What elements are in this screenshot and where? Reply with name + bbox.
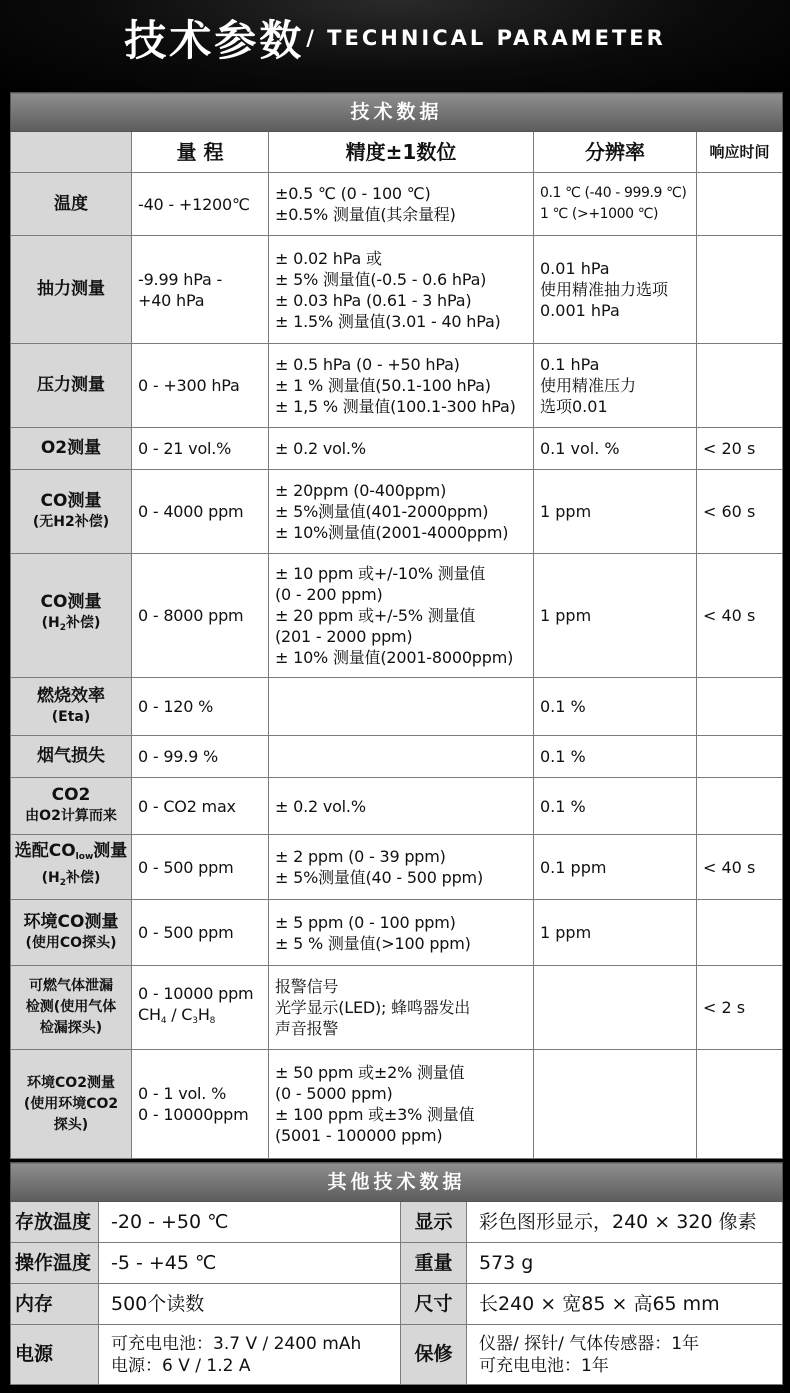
resolution-cell	[534, 344, 697, 428]
table-row	[11, 900, 783, 966]
range-cell	[132, 678, 269, 736]
other-row-value	[467, 1325, 783, 1385]
row-label-line: 探头)	[53, 1116, 89, 1133]
other-row-label: 显示	[401, 1202, 467, 1243]
row-label	[11, 835, 132, 900]
range-cell	[132, 428, 269, 470]
resolution-line: 0.001 hPa	[540, 301, 620, 320]
row-label-line: O2测量	[40, 438, 102, 458]
range-cell	[132, 236, 269, 344]
resolution-line: 选项0.01	[540, 397, 608, 416]
page-title	[0, 8, 790, 68]
resolution-cell	[534, 778, 697, 835]
row-label	[11, 428, 132, 470]
row-label-line: (使用CO探头)	[25, 934, 117, 951]
range-line: -9.99 hPa -	[138, 269, 223, 289]
row-label-line: 检测(使用气体	[25, 999, 117, 1015]
accuracy-line: 声音报警	[275, 1019, 339, 1038]
other-value-line: 573 g	[479, 1251, 534, 1274]
other-row-value	[467, 1243, 783, 1284]
table-row	[11, 344, 783, 428]
accuracy-cell	[269, 678, 534, 736]
other-value-line: -5 - +45 ℃	[111, 1251, 217, 1274]
range-line: 0 - 500 ppm	[138, 923, 234, 942]
other-row-label: 尺寸	[401, 1284, 467, 1325]
resolution-line: 1 ppm	[540, 923, 592, 942]
other-row-value	[467, 1202, 783, 1243]
row-label-line: CO测量	[40, 592, 102, 612]
accuracy-line: ± 10 ppm 或+/-10% 测量值	[275, 564, 486, 583]
accuracy-cell	[269, 778, 534, 835]
range-line: 0 - CO2 max	[138, 796, 236, 816]
range-cell	[132, 835, 269, 900]
resolution-cell	[534, 428, 697, 470]
accuracy-line: ± 20 ppm 或+/-5% 测量值	[275, 606, 476, 625]
table-row	[11, 778, 783, 835]
column-header-response-time: 响应时间	[697, 132, 783, 173]
resolution-line: 使用精准压力	[540, 376, 637, 395]
accuracy-line: ± 100 ppm 或±3% 测量值	[275, 1105, 475, 1124]
page-title-en: / TECHNICAL PARAMETER	[306, 26, 666, 50]
other-value-line: -20 - +50 ℃	[111, 1210, 229, 1233]
range-line: 0 - 500 ppm	[138, 857, 234, 877]
corner-cell	[11, 132, 132, 173]
resolution-line: 0.1 vol. %	[540, 439, 620, 458]
accuracy-line: ± 0.5 hPa (0 - +50 hPa)	[275, 355, 460, 374]
other-data-section-title: 其他技术数据	[11, 1163, 783, 1202]
table-row	[11, 1325, 783, 1385]
accuracy-line: 报警信号	[275, 977, 339, 996]
other-row-label: 重量	[401, 1243, 467, 1284]
page-title-cn: 技术参数	[124, 16, 305, 65]
accuracy-line: ± 50 ppm 或±2% 测量值	[275, 1063, 465, 1082]
response-time-cell	[697, 1050, 783, 1159]
range-cell	[132, 554, 269, 678]
range-cell	[132, 173, 269, 236]
table-row	[11, 1050, 783, 1159]
accuracy-cell	[269, 428, 534, 470]
table-row	[11, 173, 783, 236]
accuracy-line: ± 1 % 测量值(50.1-100 hPa)	[275, 376, 491, 395]
resolution-line: 0.1 hPa	[540, 355, 600, 374]
row-label-line: 燃烧效率	[37, 685, 105, 706]
accuracy-line: ± 2 ppm (0 - 39 ppm)	[275, 847, 446, 866]
accuracy-cell	[269, 900, 534, 966]
accuracy-line: 光学显示(LED); 蜂鸣器发出	[275, 998, 471, 1017]
row-label-line: 环境CO测量	[23, 911, 119, 932]
accuracy-line: ±0.5 ℃ (0 - 100 ℃)	[275, 184, 431, 203]
other-value-line: 仪器/ 探针/ 气体传感器：1年	[479, 1333, 700, 1354]
response-time-cell	[697, 236, 783, 344]
range-line: -40 - +1200℃	[138, 194, 250, 214]
table-row	[11, 835, 783, 900]
resolution-cell	[534, 470, 697, 554]
other-row-label: 内存	[11, 1284, 99, 1325]
other-value-line: 电源：6 V / 1.2 A	[111, 1355, 251, 1376]
accuracy-line: ± 5 ppm (0 - 100 ppm)	[275, 912, 456, 932]
column-header-resolution: 分辨率	[534, 132, 697, 173]
other-row-label: 存放温度	[11, 1202, 99, 1243]
range-cell	[132, 736, 269, 778]
other-row-label: 操作温度	[11, 1243, 99, 1284]
range-line: +40 hPa	[138, 290, 205, 310]
other-row-value	[99, 1202, 401, 1243]
other-data-table	[10, 1162, 783, 1385]
table-row	[11, 1284, 783, 1325]
resolution-cell	[534, 835, 697, 900]
response-time-cell	[697, 678, 783, 736]
row-label-line: 温度	[54, 193, 88, 214]
accuracy-line: ± 0.03 hPa (0.61 - 3 hPa)	[275, 290, 472, 310]
resolution-cell	[534, 900, 697, 966]
column-header-accuracy: 精度±1数位	[269, 132, 534, 173]
table-row	[11, 966, 783, 1050]
accuracy-cell	[269, 1050, 534, 1159]
table-row	[11, 736, 783, 778]
range-cell	[132, 778, 269, 835]
response-time-cell: < 2 s	[697, 966, 783, 1050]
resolution-line: 使用精准抽力选项	[540, 280, 669, 299]
response-time-cell	[697, 778, 783, 835]
row-label-line: 检漏探头)	[39, 1020, 103, 1036]
range-line: 0 - 4000 ppm	[138, 502, 244, 521]
resolution-cell	[534, 678, 697, 736]
row-label-line: (使用环境CO2	[23, 1095, 119, 1112]
resolution-cell	[534, 236, 697, 344]
accuracy-line: ± 5%测量值(401-2000ppm)	[275, 502, 489, 521]
accuracy-cell	[269, 835, 534, 900]
accuracy-cell	[269, 173, 534, 236]
other-row-value	[99, 1325, 401, 1385]
other-value-line: 500个读数	[111, 1292, 205, 1315]
row-label-line: (Eta)	[51, 708, 91, 725]
row-label-line: 抽力测量	[37, 279, 105, 299]
resolution-cell	[534, 554, 697, 678]
table-row	[11, 236, 783, 344]
row-label-line: 烟气损失	[37, 746, 105, 766]
accuracy-cell	[269, 236, 534, 344]
accuracy-cell	[269, 966, 534, 1050]
accuracy-line: ± 10%测量值(2001-4000ppm)	[275, 523, 509, 542]
row-label-line: 选配$CO_{low}$测量	[14, 840, 128, 862]
accuracy-line: ± 5 % 测量值(>100 ppm)	[275, 933, 471, 953]
table-row	[11, 470, 783, 554]
response-time-cell	[697, 173, 783, 236]
response-time-cell	[697, 900, 783, 966]
row-label	[11, 778, 132, 835]
range-line: 0 - +300 hPa	[138, 376, 240, 395]
other-row-value	[99, 1243, 401, 1284]
range-line: 0 - 10000 ppm	[138, 984, 254, 1003]
range-cell	[132, 344, 269, 428]
accuracy-line: (0 - 200 ppm)	[275, 585, 383, 604]
row-label	[11, 736, 132, 778]
range-line: 0 - 21 vol.%	[138, 439, 232, 458]
resolution-line: 0.1 ℃ (-40 - 999.9 ℃)	[540, 185, 687, 201]
accuracy-cell	[269, 470, 534, 554]
range-cell	[132, 470, 269, 554]
row-label-line: 可燃气体泄漏	[29, 978, 113, 994]
row-label	[11, 173, 132, 236]
row-label-line: CO测量	[40, 490, 102, 511]
row-label	[11, 1050, 132, 1159]
row-label-line: 压力测量	[37, 375, 105, 395]
accuracy-cell	[269, 554, 534, 678]
accuracy-line: (5001 - 100000 ppm)	[275, 1126, 443, 1145]
row-label-line: (无H2补偿)	[32, 513, 110, 530]
accuracy-line: ± 10% 测量值(2001-8000ppm)	[275, 648, 514, 667]
other-row-label: 保修	[401, 1325, 467, 1385]
resolution-cell	[534, 966, 697, 1050]
table-row	[11, 1202, 783, 1243]
table-row	[11, 428, 783, 470]
range-line: $CH_4 / C_3H_8$	[138, 1005, 216, 1026]
accuracy-line: ± 5% 测量值(-0.5 - 0.6 hPa)	[275, 269, 487, 289]
accuracy-line: ±0.5% 测量值(其余量程)	[275, 205, 456, 224]
row-label	[11, 344, 132, 428]
range-line: 0 - 10000ppm	[138, 1105, 249, 1124]
response-time-cell	[697, 344, 783, 428]
row-label-line: 环境CO2测量	[27, 1074, 115, 1091]
range-line: 0 - 99.9 %	[138, 747, 219, 766]
response-time-cell: < 60 s	[697, 470, 783, 554]
tech-data-table	[10, 92, 783, 1159]
row-label-line: ($H_2$补偿)	[41, 615, 101, 633]
other-value-line: 可充电电池：3.7 V / 2400 mAh	[111, 1333, 362, 1354]
other-value-line: 彩色图形显示，240 × 320 像素	[479, 1210, 757, 1233]
resolution-cell	[534, 736, 697, 778]
other-row-label: 电源	[11, 1325, 99, 1385]
resolution-line: 1 ppm	[540, 502, 592, 521]
accuracy-line: ± 0.2 vol.%	[275, 439, 366, 458]
header-banner	[0, 0, 790, 92]
table-row	[11, 678, 783, 736]
column-header-range: 量 程	[132, 132, 269, 173]
response-time-cell: < 20 s	[697, 428, 783, 470]
row-label	[11, 470, 132, 554]
row-label-line: CO2	[51, 785, 91, 805]
table-row	[11, 1243, 783, 1284]
range-cell	[132, 900, 269, 966]
range-line: 0 - 120 %	[138, 697, 214, 716]
accuracy-line: ± 0.02 hPa 或	[275, 248, 382, 268]
other-value-line: 长240 × 宽85 × 高65 mm	[479, 1292, 720, 1315]
range-line: 0 - 1 vol. %	[138, 1084, 227, 1103]
table-row	[11, 554, 783, 678]
resolution-line: 0.1 %	[540, 796, 586, 816]
response-time-cell	[697, 736, 783, 778]
resolution-cell	[534, 173, 697, 236]
accuracy-line: ± 1,5 % 测量值(100.1-300 hPa)	[275, 397, 516, 416]
accuracy-line: ± 1.5% 测量值(3.01 - 40 hPa)	[275, 311, 501, 331]
resolution-line: 1 ppm	[540, 606, 592, 625]
resolution-line: 0.01 hPa	[540, 259, 610, 278]
accuracy-line: (0 - 5000 ppm)	[275, 1084, 393, 1103]
accuracy-cell	[269, 736, 534, 778]
row-label	[11, 966, 132, 1050]
row-label	[11, 678, 132, 736]
resolution-line: 0.1 %	[540, 747, 586, 766]
response-time-cell: < 40 s	[697, 835, 783, 900]
row-label	[11, 236, 132, 344]
row-label	[11, 554, 132, 678]
other-value-line: 可充电电池：1年	[479, 1355, 609, 1376]
tech-data-section-title: 技术数据	[11, 93, 783, 132]
accuracy-cell	[269, 344, 534, 428]
resolution-line: 1 ℃ (>+1000 ℃)	[540, 206, 659, 222]
accuracy-line: ± 0.2 vol.%	[275, 796, 366, 816]
response-time-cell: < 40 s	[697, 554, 783, 678]
range-line: 0 - 8000 ppm	[138, 606, 244, 625]
range-cell	[132, 966, 269, 1050]
accuracy-line: ± 20ppm (0-400ppm)	[275, 481, 447, 500]
range-cell	[132, 1050, 269, 1159]
row-label-line: 由O2计算而来	[25, 808, 117, 824]
accuracy-line: (201 - 2000 ppm)	[275, 627, 413, 646]
row-label-line: ($H_2$补偿)	[41, 869, 101, 888]
resolution-line: 0.1 %	[540, 697, 586, 716]
other-row-value	[467, 1284, 783, 1325]
other-row-value	[99, 1284, 401, 1325]
accuracy-line: ± 5%测量值(40 - 500 ppm)	[275, 868, 483, 887]
resolution-line: 0.1 ppm	[540, 857, 607, 877]
resolution-cell	[534, 1050, 697, 1159]
row-label	[11, 900, 132, 966]
